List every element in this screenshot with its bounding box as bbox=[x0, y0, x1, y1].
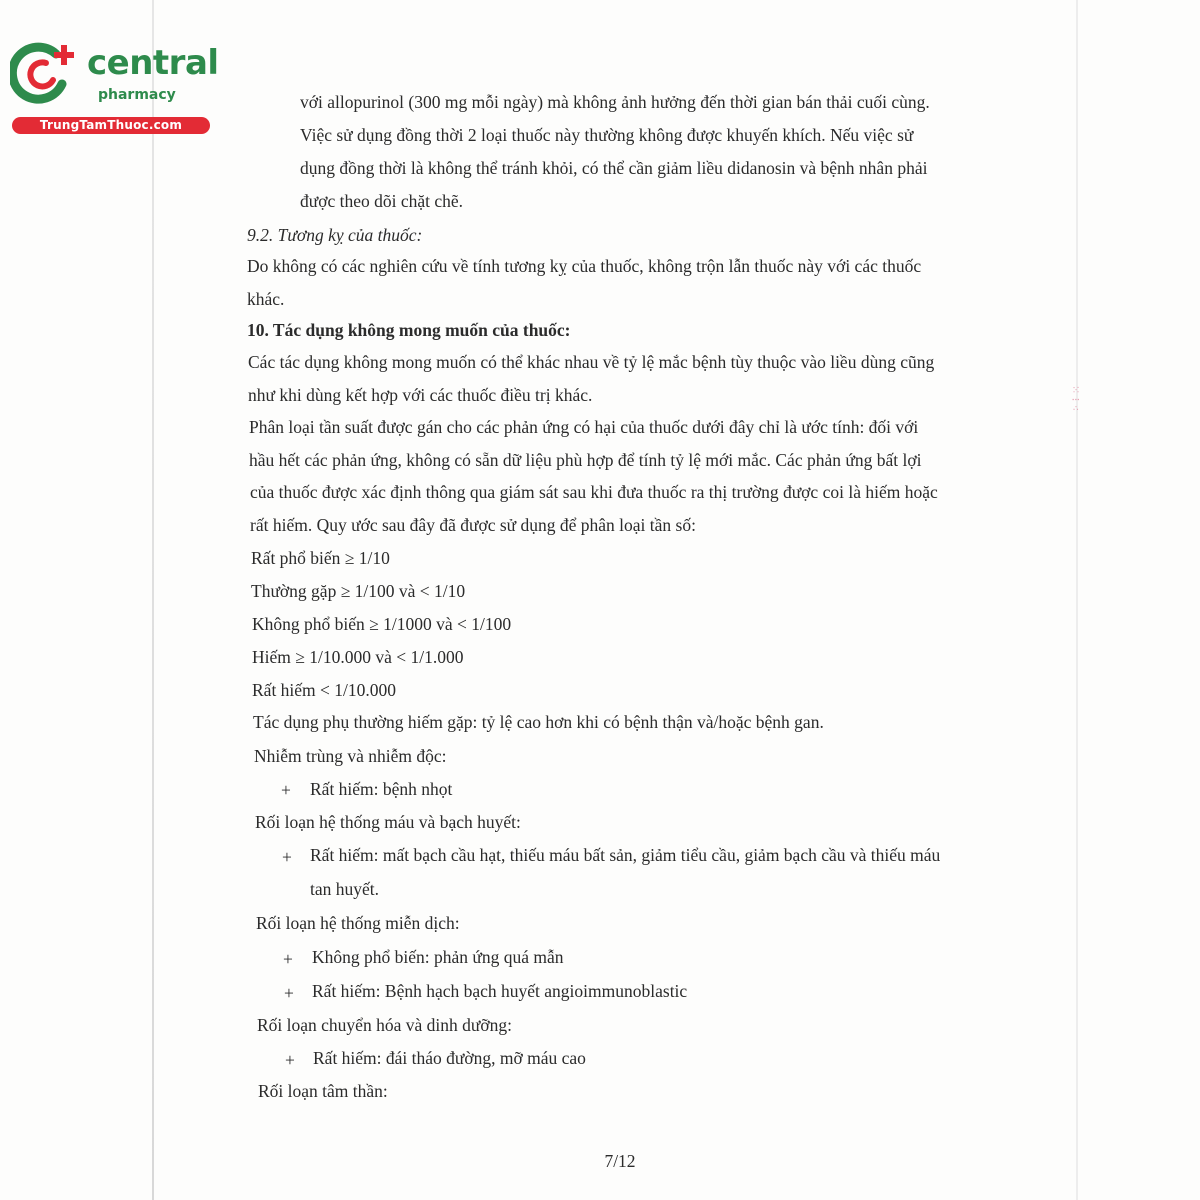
bullet-item: Rất hiếm: Bệnh hạch bạch huyết angioimmunoblastic bbox=[312, 981, 688, 1001]
bullet-marker: + bbox=[285, 1050, 295, 1070]
bullet-item: Rất hiếm: mất bạch cầu hạt, thiếu máu bất sản, giảm tiểu cầu, giảm bạch cầu và thiếu máu bbox=[310, 845, 941, 865]
page-number: 7/12 bbox=[604, 1151, 636, 1171]
central-pharmacy-logo bbox=[10, 38, 219, 138]
bullet-item: Rất hiếm: bệnh nhọt bbox=[310, 779, 453, 799]
text-line: của thuốc được xác định thông qua giám sát sau khi đưa thuốc ra thị trường được coi là hiếm hoặc bbox=[250, 482, 938, 502]
section-heading-10: 10. Tác dụng không mong muốn của thuốc: bbox=[247, 320, 571, 340]
text-line: với allopurinol (300 mg mỗi ngày) mà không ảnh hưởng đến thời gian bán thải cuối cùng. bbox=[300, 92, 930, 112]
text-line: Do không có các nghiên cứu về tính tương kỵ của thuốc, không trộn lẫn thuốc này với các thuốc bbox=[247, 256, 922, 276]
stamp-mark: ⁙ ⁝ ⁖ bbox=[1069, 385, 1082, 412]
category-heading: Rối loạn hệ thống máu và bạch huyết: bbox=[255, 812, 521, 832]
scan-edge-left bbox=[152, 0, 154, 1200]
text-line: rất hiếm. Quy ước sau đây đã được sử dụng để phân loại tần số: bbox=[250, 515, 696, 535]
bullet-item-continuation: tan huyết. bbox=[310, 879, 380, 899]
frequency-item: Rất hiếm < 1/10.000 bbox=[252, 680, 397, 700]
text-line: như khi dùng kết hợp với các thuốc điều trị khác. bbox=[248, 385, 593, 405]
bullet-marker: + bbox=[284, 983, 294, 1003]
category-heading: Nhiễm trùng và nhiễm độc: bbox=[254, 746, 447, 766]
bullet-item: Rất hiếm: đái tháo đường, mỡ máu cao bbox=[313, 1048, 586, 1068]
logo-subtitle: pharmacy bbox=[98, 87, 176, 103]
text-line: hầu hết các phản ứng, không có sẵn dữ liệu phù hợp để tính tỷ lệ mới mắc. Các phản ứng bất lợi bbox=[249, 450, 922, 470]
frequency-item: Rất phổ biến ≥ 1/10 bbox=[251, 548, 390, 568]
text-line: dụng đồng thời là không thể tránh khỏi, có thể cần giảm liều didanosin và bệnh nhân phải bbox=[300, 158, 928, 178]
text-line: được theo dõi chặt chẽ. bbox=[300, 191, 464, 211]
category-heading: Rối loạn tâm thần: bbox=[258, 1081, 388, 1101]
text-line: Việc sử dụng đồng thời 2 loại thuốc này thường không được khuyến khích. Nếu việc sử bbox=[300, 125, 914, 145]
bullet-marker: + bbox=[282, 847, 292, 867]
bullet-marker: + bbox=[283, 949, 293, 969]
text-line: Các tác dụng không mong muốn có thể khác nhau về tỷ lệ mắc bệnh tùy thuộc vào liều dùng cũng bbox=[248, 352, 935, 372]
text-line: khác. bbox=[247, 289, 285, 309]
section-heading-9-2: 9.2. Tương kỵ của thuốc: bbox=[247, 225, 423, 245]
text-line: Tác dụng phụ thường hiếm gặp: tỷ lệ cao hơn khi có bệnh thận và/hoặc bệnh gan. bbox=[253, 712, 824, 732]
frequency-item: Không phổ biến ≥ 1/1000 và < 1/100 bbox=[252, 614, 512, 634]
frequency-item: Thường gặp ≥ 1/100 và < 1/10 bbox=[251, 581, 466, 601]
category-heading: Rối loạn hệ thống miễn dịch: bbox=[256, 913, 460, 933]
bullet-item: Không phổ biến: phản ứng quá mẫn bbox=[312, 947, 564, 967]
logo-wordmark: central bbox=[87, 43, 219, 83]
bullet-marker: + bbox=[281, 780, 291, 800]
logo-website-banner: TrungTamThuoc.com bbox=[12, 117, 210, 134]
text-line: Phân loại tần suất được gán cho các phản ứng có hại của thuốc dưới đây chỉ là ước tính: đối với bbox=[249, 417, 919, 437]
scan-edge-right bbox=[1076, 0, 1078, 1200]
pharmacy-cross-icon bbox=[10, 40, 80, 106]
frequency-item: Hiếm ≥ 1/10.000 và < 1/1.000 bbox=[252, 647, 464, 667]
category-heading: Rối loạn chuyển hóa và dinh dưỡng: bbox=[257, 1015, 512, 1035]
